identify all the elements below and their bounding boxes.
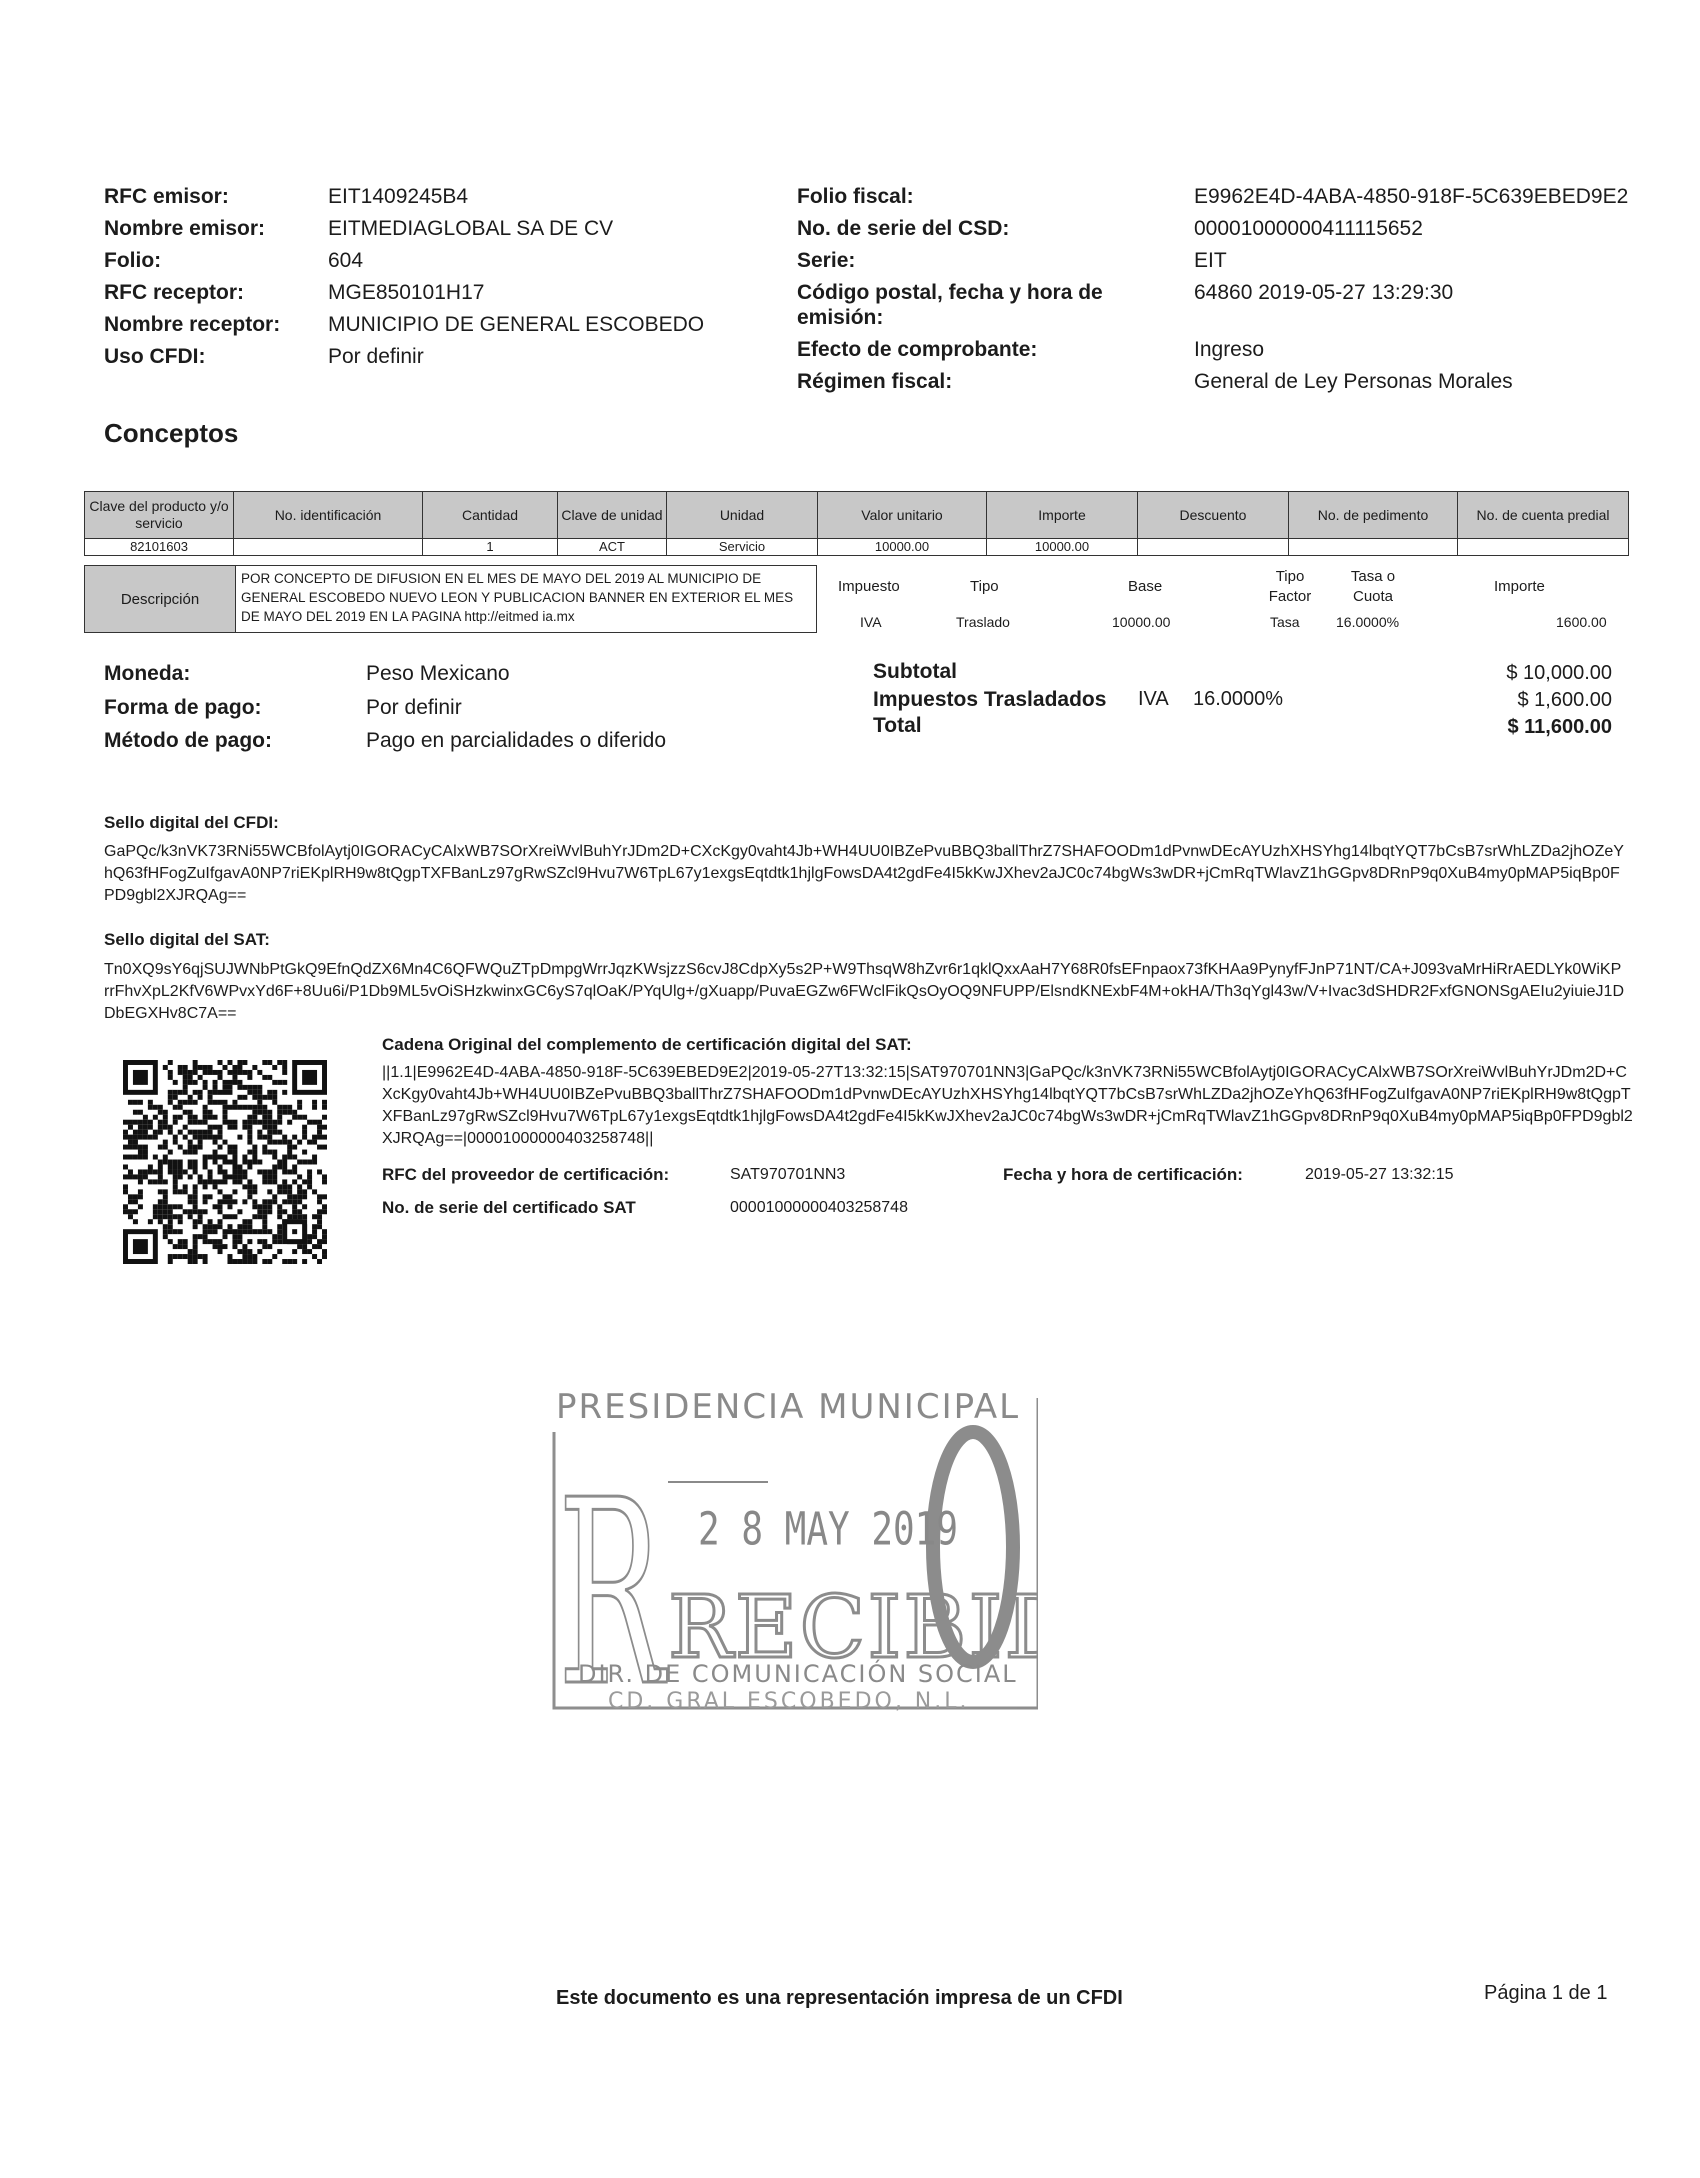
- col-header: No. de pedimento: [1289, 492, 1458, 539]
- forma-pago-label: Forma de pago:: [104, 696, 262, 719]
- sello-cfdi-text: GaPQc/k3nVK73RNi55WCBfolAytj0IGORACyCAlxWB7SOrXreiWvlBuhYrJDm2D+CXcKgy0vaht4Jb+WH4UU0IBZePvuBBQ3ballThrZ7SHAFOODm1dPvnwDEcAYUzhXHSYhg14lbqtYQT7bCsB7srWhLZDa2jhOZeYhQ63fHFogZuIfgavA0NP7riEKplRH9w8tQgpTXFBanLz97gRwSZcl9Hvu7W6TpL67y1exgsEqtdtk1hjlgFowsDA4t2gdFe4I5kKwJXhev2aJC0c74bgWs3wDR+jCmRqTWlavZ1hGGpv8DRnP9q0XuB4my0pMAP5iqBp0FPD9gbl2XJRQAg==: [104, 843, 1624, 904]
- total-label: Total: [873, 714, 922, 737]
- regimen-value: General de Ley Personas Morales: [1194, 370, 1513, 393]
- cadena-title: Cadena Original del complemento de certificación digital del SAT:: [382, 1035, 912, 1054]
- serie-csd-value: 00001000000411115652: [1194, 217, 1423, 240]
- tax-header-tipo-factor: Tipo Factor: [1268, 568, 1312, 605]
- stamp-bottom2: CD. GRAL ESCOBEDO, N.L.: [608, 1689, 970, 1712]
- nombre-receptor-label: Nombre receptor:: [104, 313, 281, 336]
- table-cell: [1289, 539, 1458, 556]
- fecha-certificacion-value: 2019-05-27 13:32:15: [1305, 1166, 1454, 1183]
- rfc-proveedor-value: SAT970701NN3: [730, 1166, 846, 1183]
- table-cell: 10000.00: [818, 539, 987, 556]
- table-cell: [234, 539, 423, 556]
- qr-code: [123, 1060, 327, 1264]
- cp-fecha-value: 64860 2019-05-27 13:29:30: [1194, 281, 1454, 304]
- moneda-label: Moneda:: [104, 662, 191, 685]
- col-header: Valor unitario: [818, 492, 987, 539]
- table-row: [85, 539, 1629, 556]
- rfc-receptor-value: MGE850101H17: [328, 281, 485, 304]
- footer-note: Este documento es una representación impresa de un CFDI: [556, 1987, 1123, 2009]
- moneda-value: Peso Mexicano: [366, 662, 510, 685]
- tax-header-base: Base: [1128, 578, 1163, 595]
- folio-fiscal-value: E9962E4D-4ABA-4850-918F-5C639EBED9E2: [1194, 185, 1629, 208]
- uso-cfdi-value: Por definir: [328, 345, 424, 368]
- regimen-label: Régimen fiscal:: [797, 370, 953, 393]
- issuer-receiver-block: [104, 184, 748, 369]
- stamp-date: 2 8 MAY 2019: [698, 1502, 958, 1556]
- sello-cfdi-title: Sello digital del CFDI:: [104, 813, 279, 832]
- sello-sat-text: Tn0XQ9sY6qjSUJWNbPtGkQ9EfnQdZX6Mn4C6QFWQuZTpDmpgWrrJqzKWsjzzS6cvJ8CdpXy5s2P+W9ThsqW8hZvr6r1qklQxxAaH7Y68R0fsEFnpaox73fKHAa9PynyfFJnP71NT/CA+J093vaMrHiRrAEDLYk0WiKPrrFhvXpL2KfV6WPvxYd6F+8Uu6i/P1Db9ML5vOiSHzkwinxGC6yS7qlOaK/PYqUlg+/gXuapp/PuvaEGZw6FWclFikQsOyOQ9NFUPP/ElsndKNExbF4M+okHA/Th3qYgl43w/V+Ivac3dSHDR2FxfGNONSgAEIu2yiuieJ1DDbEGXHv8C7A==: [104, 961, 1625, 1022]
- serie-certificado-label: No. de serie del certificado SAT: [382, 1198, 636, 1217]
- col-header: Clave del producto y/o servicio: [85, 492, 234, 539]
- total-value: $ 11,600.00: [1507, 716, 1612, 738]
- table-cell: ACT: [558, 539, 667, 556]
- stamp-top-text: PRESIDENCIA MUNICIPAL: [556, 1387, 1021, 1427]
- col-header: Unidad: [667, 492, 818, 539]
- uso-cfdi-label: Uso CFDI:: [104, 345, 206, 368]
- tax-header-tipo: Tipo: [970, 578, 999, 595]
- tax-header-tasa: Tasa o Cuota: [1350, 568, 1396, 605]
- impuestos-value: $ 1,600.00: [1517, 689, 1612, 711]
- stamp-bottom1: DIR. DE COMUNICACIÓN SOCIAL: [578, 1660, 1018, 1688]
- received-stamp: [548, 1382, 1038, 1712]
- col-header: No. identificación: [234, 492, 423, 539]
- fiscal-info-block: [797, 184, 1634, 394]
- col-header: Importe: [987, 492, 1138, 539]
- tax-row-importe: 1600.00: [1556, 614, 1607, 630]
- tax-header-impuesto: Impuesto: [838, 578, 900, 595]
- table-cell: [1458, 539, 1629, 556]
- tax-row-tipo: Traslado: [956, 614, 1010, 630]
- rfc-proveedor-label: RFC del proveedor de certificación:: [382, 1165, 670, 1184]
- serie-label: Serie:: [797, 249, 856, 272]
- tax-row-tipo-factor: Tasa: [1270, 614, 1300, 630]
- stamp-letter-r: R: [557, 1445, 664, 1712]
- folio-label: Folio:: [104, 249, 162, 272]
- forma-pago-value: Por definir: [366, 696, 462, 719]
- sello-sat-title: Sello digital del SAT:: [104, 930, 270, 949]
- tax-row-base: 10000.00: [1112, 614, 1171, 630]
- rfc-emisor-value: EIT1409245B4: [328, 185, 469, 208]
- subtotal-label: Subtotal: [873, 660, 957, 683]
- nombre-emisor-value: EITMEDIAGLOBAL SA DE CV: [328, 217, 614, 240]
- impuestos-tasa: 16.0000%: [1193, 688, 1284, 710]
- serie-csd-label: No. de serie del CSD:: [797, 217, 1010, 240]
- table-cell: 10000.00: [987, 539, 1138, 556]
- efecto-label: Efecto de comprobante:: [797, 338, 1038, 361]
- description-box: [84, 565, 817, 633]
- col-header: Descuento: [1138, 492, 1289, 539]
- table-cell: [1138, 539, 1289, 556]
- metodo-pago-label: Método de pago:: [104, 729, 272, 752]
- nombre-receptor-value: MUNICIPIO DE GENERAL ESCOBEDO: [328, 313, 705, 336]
- cp-fecha-label: Código postal, fecha y hora de emisión:: [797, 281, 1103, 329]
- cadena-text: ||1.1|E9962E4D-4ABA-4850-918F-5C639EBED9E2|2019-05-27T13:32:15|SAT970701NN3|GaPQc/k3nVK73RNi55WCBfolAytj0IGORACyCAlxWB7SOrXreiWvlBuhYrJDm2D+CXcKgy0vaht4Jb+WH4UU0IBZePvuBBQ3ballThrZ7SHAFOODm1dPvnwDEcAYUzhXHSYhg14lbqtYQT7bCsB7srWhLZDa2jhOZeYhQ63fHFogZuIfgavA0NP7riEKplRH9w8tQgpTXFBanLz97gRwSZcl9Hvu7W6TpL67y1exgsEqtdtk1hjlgFowsDA4t2gdFe4I5kKwJXhev2aJC0c74bgWs3wDR+jCmRqTWlavZ1hGGpv8DRnP9q0XuB4my0pMAP5iqBp0FPD9gbl2XJRQAg==|00001000000403258748||: [382, 1064, 1633, 1147]
- page-number: Página 1 de 1: [1484, 1982, 1608, 2004]
- serie-certificado-value: 00001000000403258748: [730, 1199, 908, 1216]
- folio-value: 604: [328, 249, 364, 272]
- nombre-emisor-label: Nombre emisor:: [104, 217, 266, 240]
- rfc-receptor-label: RFC receptor:: [104, 281, 245, 304]
- metodo-pago-value: Pago en parcialidades o diferido: [366, 729, 667, 752]
- conceptos-title: Conceptos: [104, 418, 239, 448]
- description-label: Descripción: [85, 566, 236, 632]
- tax-header-importe: Importe: [1494, 578, 1545, 595]
- table-header-row: [85, 492, 1629, 539]
- impuestos-trasladados-label: Impuestos Trasladados: [873, 688, 1107, 711]
- col-header: Clave de unidad: [558, 492, 667, 539]
- stamp-word: RECIBI: [668, 1578, 1005, 1678]
- subtotal-value: $ 10,000.00: [1506, 662, 1612, 684]
- impuestos-iva: IVA: [1138, 688, 1169, 710]
- folio-fiscal-label: Folio fiscal:: [797, 185, 914, 208]
- efecto-value: Ingreso: [1194, 338, 1265, 361]
- fecha-certificacion-label: Fecha y hora de certificación:: [1003, 1165, 1243, 1184]
- serie-value: EIT: [1194, 249, 1227, 272]
- rfc-emisor-label: RFC emisor:: [104, 185, 229, 208]
- table-cell: 82101603: [85, 539, 234, 556]
- col-header: Cantidad: [423, 492, 558, 539]
- col-header: No. de cuenta predial: [1458, 492, 1629, 539]
- table-cell: 1: [423, 539, 558, 556]
- tax-row-tasa: 16.0000%: [1336, 614, 1400, 630]
- table-cell: Servicio: [667, 539, 818, 556]
- concepts-table: [84, 491, 1629, 556]
- description-text: POR CONCEPTO DE DIFUSION EN EL MES DE MAYO DEL 2019 AL MUNICIPIO DE GENERAL ESCOBEDO NUEVO LEON Y PUBLICACION BANNER EN EXTERIOR EL MES DE MAYO DEL 2019 EN LA PAGINA http://eitmed ia.mx: [241, 571, 794, 624]
- tax-row-impuesto: IVA: [860, 614, 882, 630]
